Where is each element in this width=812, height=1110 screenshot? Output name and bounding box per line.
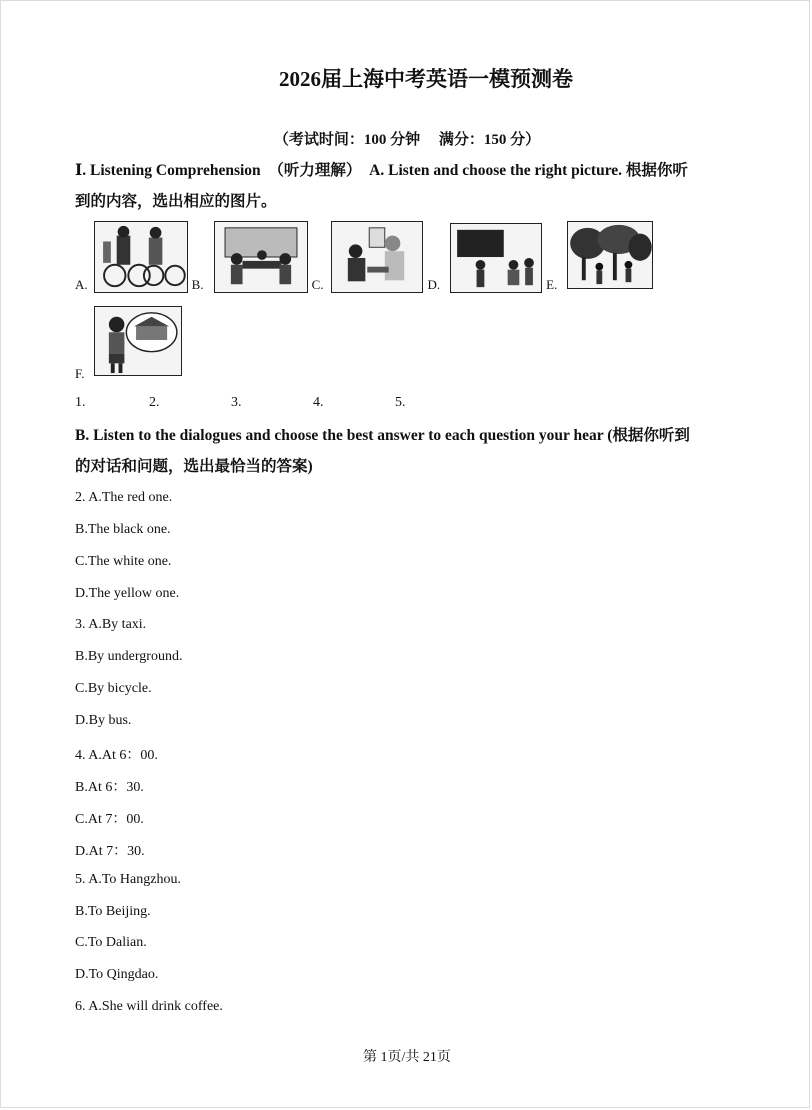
- girl-building-picture: [94, 306, 182, 376]
- picture-row-1: [75, 221, 653, 293]
- section-1-heading-line2: 到的内容，选出相应的图片。: [75, 193, 277, 210]
- question-option: C.At 7：00.: [75, 812, 144, 827]
- answer-number: 5.: [395, 395, 406, 410]
- picture-label-a: A.: [75, 277, 88, 292]
- section-b-heading-line2: 的对话和问题，选出最恰当的答案): [75, 458, 313, 475]
- question-option: D.The yellow one.: [75, 586, 180, 601]
- forest-people-picture: [567, 221, 653, 289]
- cyclists-picture: [94, 221, 188, 293]
- question-option: 6. A.She will drink coffee.: [75, 999, 223, 1014]
- question-option: D.To Qingdao.: [75, 967, 159, 982]
- answer-number: 1.: [75, 395, 86, 410]
- page-title: 2026届上海中考英语一模预测卷: [279, 67, 573, 91]
- question-option: B.The black one.: [75, 522, 171, 537]
- question-option: C.To Dalian.: [75, 935, 147, 950]
- question-option: B.To Beijing.: [75, 904, 151, 919]
- picture-row-2: [75, 306, 182, 382]
- question-option: B.At 6：30.: [75, 780, 144, 795]
- question-option: D.By bus.: [75, 713, 132, 728]
- section-b-heading-line1: B. Listen to the dialogues and choose the best answer to each question your hear (根据你听到: [75, 427, 690, 444]
- answer-number: 4.: [313, 395, 324, 410]
- question-option: 4. A.At 6：00.: [75, 748, 158, 763]
- picture-label-e: E.: [546, 277, 558, 292]
- page-number: 第 1页/共 21页: [363, 1050, 451, 1065]
- question-option: D.At 7：30.: [75, 844, 145, 859]
- answer-number: 3.: [231, 395, 242, 410]
- question-option: 5. A.To Hangzhou.: [75, 872, 181, 887]
- doctor-patient-picture: [331, 221, 423, 293]
- question-option: 2. A.The red one.: [75, 490, 173, 505]
- answer-number: 2.: [149, 395, 160, 410]
- section-1-heading: [75, 155, 745, 217]
- meeting-room-picture: [214, 221, 308, 293]
- picture-label-c: C.: [311, 277, 324, 292]
- question-option: B.By underground.: [75, 649, 183, 664]
- section-1-heading-line1: Ⅰ. Listening Comprehension （听力理解） A. Listen and choose the right picture. 根据你听: [75, 162, 688, 179]
- section-b-heading: [75, 420, 745, 482]
- picture-label-b: B.: [191, 277, 204, 292]
- question-option: C.The white one.: [75, 554, 172, 569]
- picture-label-f: F.: [75, 366, 85, 381]
- question-option: 3. A.By taxi.: [75, 617, 147, 632]
- question-option: C.By bicycle.: [75, 681, 152, 696]
- exam-info: （考试时间：100 分钟 满分：150 分）: [273, 132, 541, 148]
- picture-label-d: D.: [427, 277, 441, 292]
- classroom-picture: [450, 223, 542, 293]
